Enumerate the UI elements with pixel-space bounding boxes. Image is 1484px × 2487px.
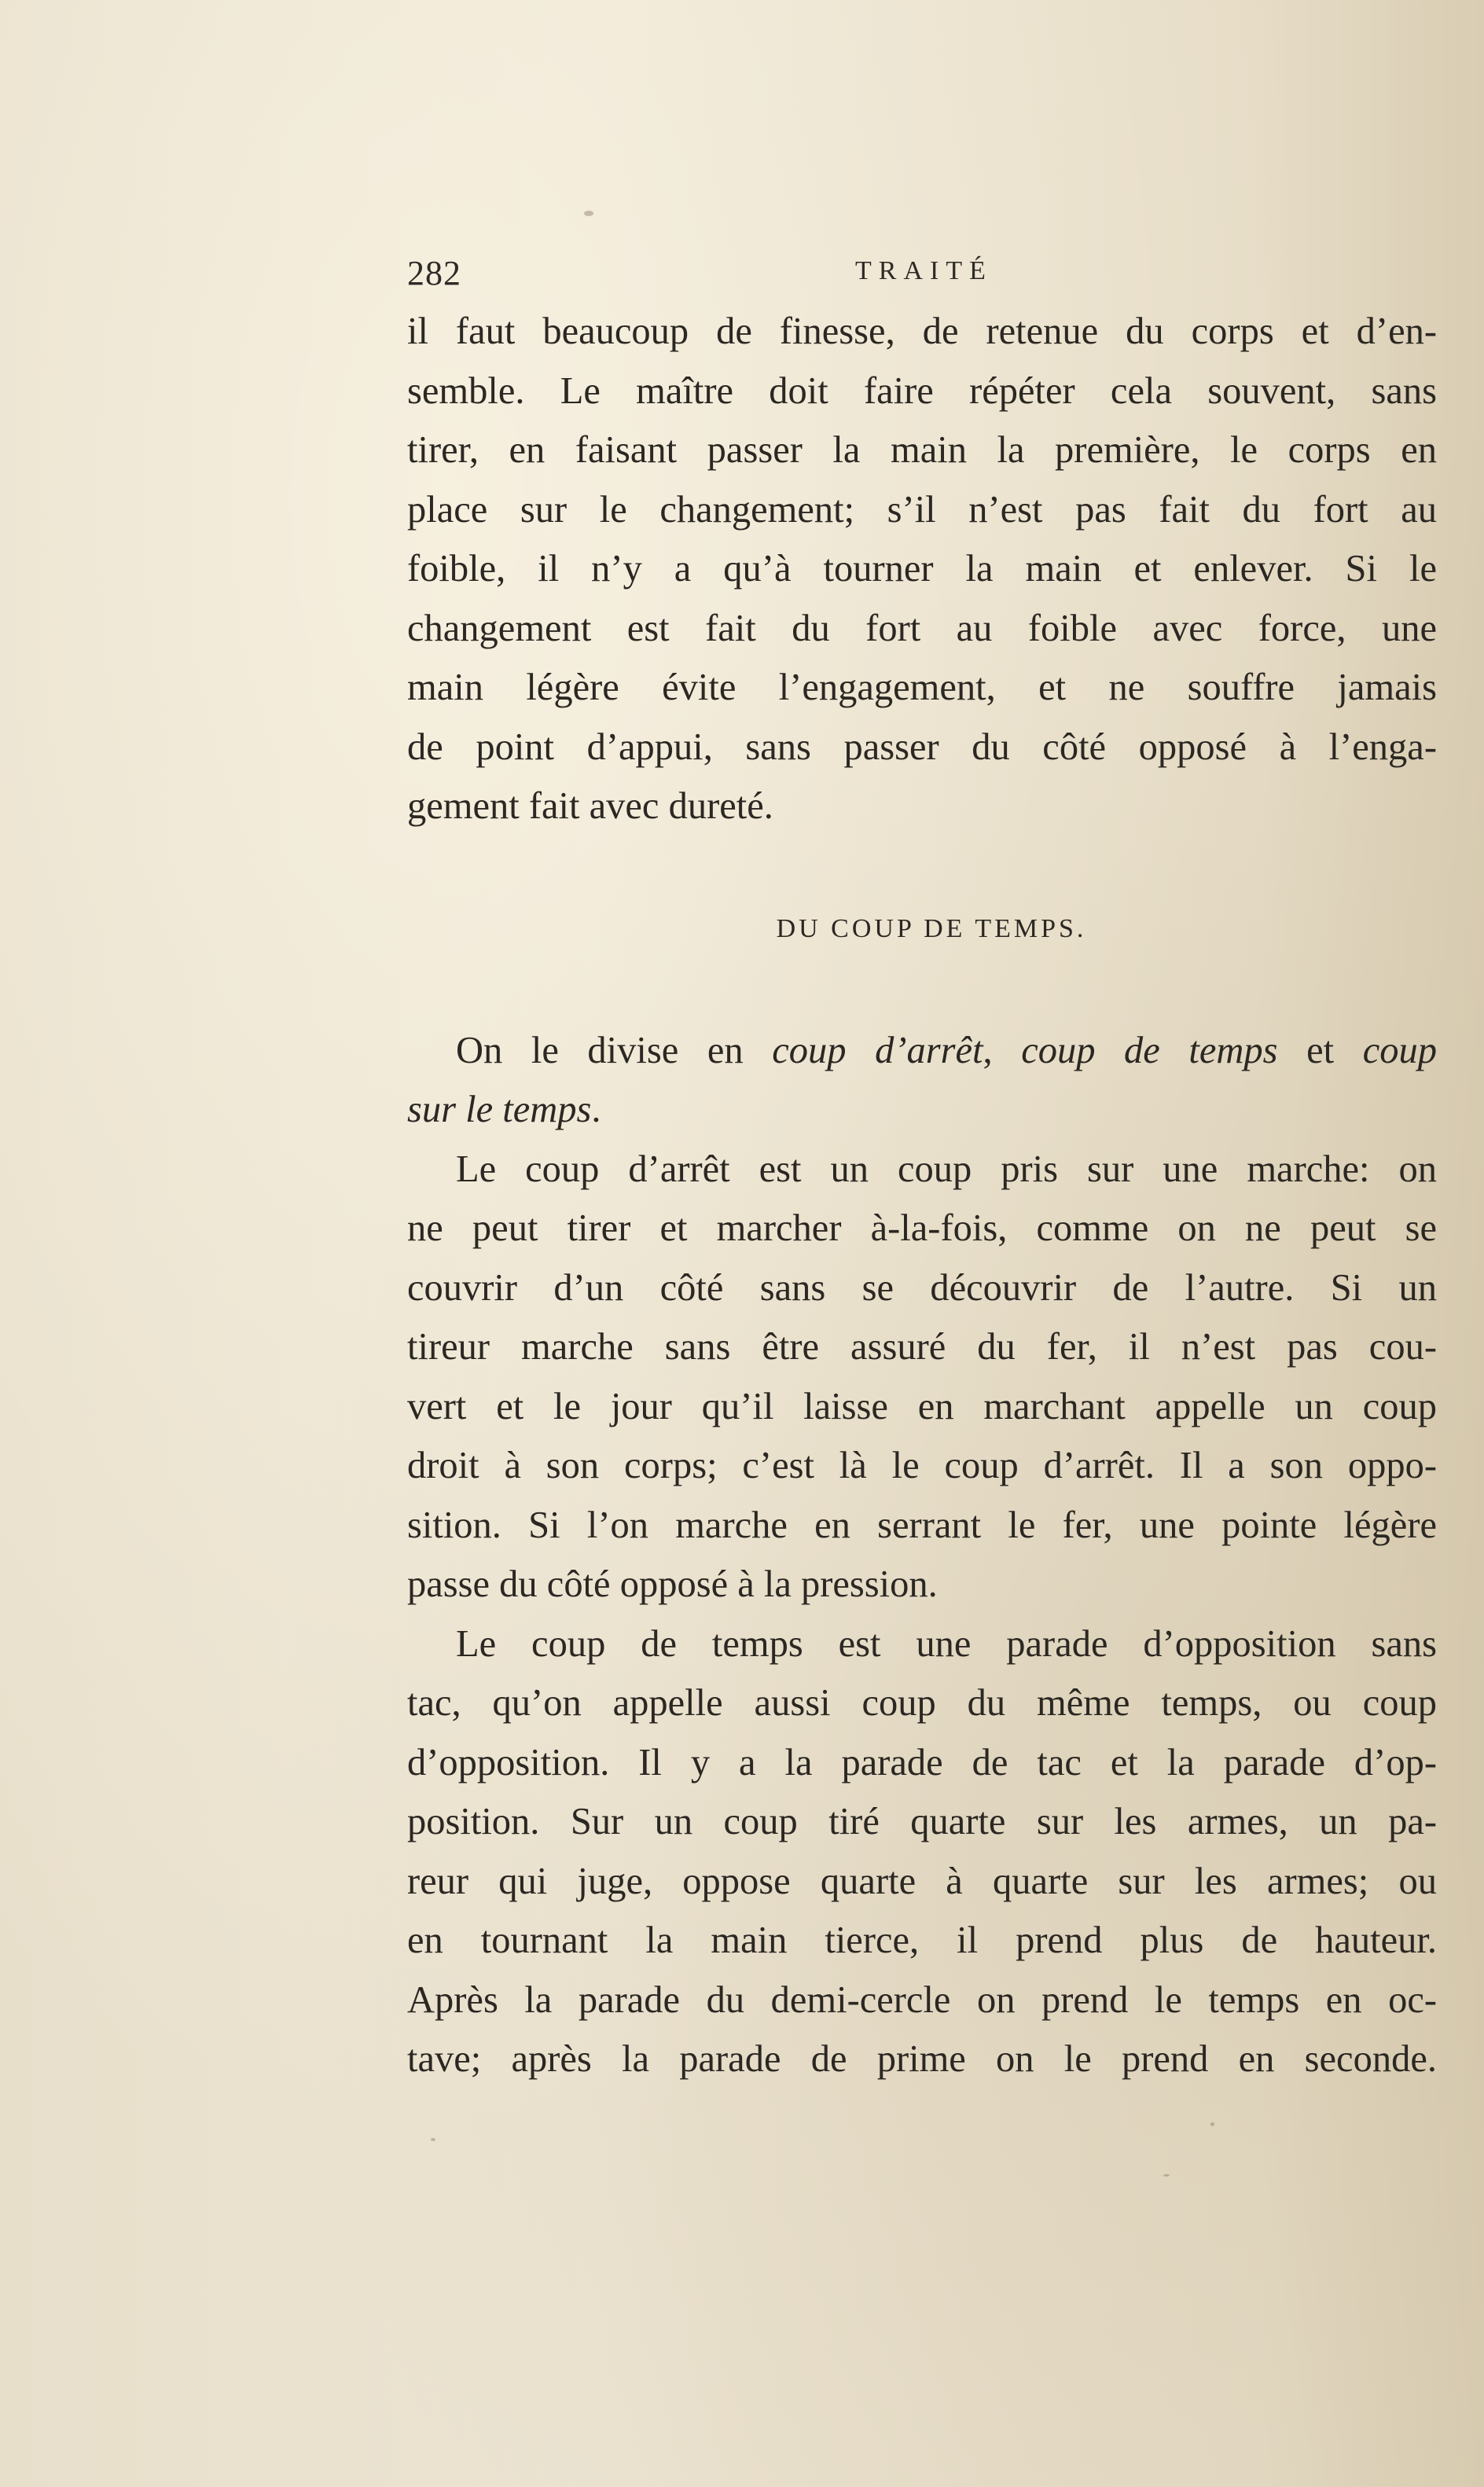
text-line: main légère évite l’engagement, et ne souffre jamais [407, 667, 1437, 708]
text-line: semble. Le maître doit faire répéter cela souvent, sans [407, 369, 1437, 412]
text-line: reur qui juge, oppose quarte à quarte sur les armes; ou [407, 1860, 1437, 1902]
text-line [407, 1021, 1437, 1081]
italic-term: coup [1362, 1029, 1437, 1071]
spacer [407, 836, 1437, 899]
italic-term: coup d’arrêt [772, 1029, 983, 1071]
text-line: sition. Si l’on marche en serrant le fer, une pointe légère [407, 1504, 1437, 1546]
section-heading: DU COUP DE TEMPS. [776, 913, 1087, 943]
paper-speck [431, 2138, 435, 2141]
text-run: . [591, 1089, 601, 1130]
text-line: tac, qu’on appelle aussi coup du même temps, ou coup [407, 1682, 1437, 1724]
text-line: changement est fait du fort au foible avec force, une [407, 607, 1437, 649]
text-line: couvrir d’un côté sans se découvrir de l’autre. Si un [407, 1266, 1437, 1309]
text-line: tave; après la parade de prime on le prend en seconde. [407, 2038, 1437, 2080]
italic-term: coup de temps [1021, 1029, 1278, 1071]
body-text [407, 302, 1437, 2089]
text-line: en tournant la main tierce, il prend plus de hauteur. [407, 1919, 1437, 1961]
text-run: , [983, 1029, 1022, 1071]
text-line: ne peut tirer et marcher à-la-fois, comme on ne peut se [407, 1207, 1437, 1249]
paragraph [407, 302, 1437, 836]
italic-term: sur le temps [407, 1089, 592, 1130]
text-line [407, 1080, 1437, 1140]
text-line: de point d’appui, sans passer du côté opposé à l’enga- [407, 726, 1437, 768]
text-line: Le coup d’arrêt est un coup pris sur une marche: on [456, 1148, 1437, 1190]
paragraph [407, 1615, 1437, 2089]
text-line: il faut beaucoup de finesse, de retenue du corps et d’en- [407, 310, 1437, 352]
text-line: passe du côté opposé à la pression. [407, 1563, 938, 1605]
running-title: TRAITÉ [855, 256, 993, 285]
text-line: foible, il n’y a qu’à tourner la main et enlever. Si le [407, 548, 1437, 590]
text-line: position. Sur un coup tiré quarte sur les armes, un pa- [407, 1801, 1437, 1842]
text-run: On le divise en [456, 1029, 773, 1071]
page-header [407, 253, 1437, 300]
text-line: vert et le jour qu’il laisse en marchant appelle un coup [407, 1385, 1437, 1427]
paper-speck [1163, 2174, 1170, 2177]
text-line: tirer, en faisant passer la main la première, le corps en [407, 429, 1437, 471]
paper-speck [584, 211, 593, 216]
text-line: Après la parade du demi-cercle on prend le temps en oc- [407, 1978, 1437, 2021]
page-number: 282 [407, 254, 461, 292]
paragraph [407, 1021, 1437, 1140]
text-line: d’opposition. Il y a la parade de tac et la parade d’op- [407, 1741, 1437, 1784]
paper-speck [1210, 2122, 1214, 2126]
text-line: droit à son corps; c’est là le coup d’arrêt. Il a son oppo- [407, 1445, 1437, 1486]
spacer [407, 958, 1437, 1021]
text-line: tireur marche sans être assuré du fer, il n’est pas cou- [407, 1326, 1437, 1368]
text-line: Le coup de temps est une parade d’opposition sans [456, 1622, 1437, 1665]
paragraph [407, 1140, 1437, 1615]
text-line: gement fait avec dureté. [407, 785, 773, 827]
text-line: place sur le changement; s’il n’est pas fait du fort au [407, 488, 1437, 531]
text-run: et [1277, 1029, 1363, 1071]
